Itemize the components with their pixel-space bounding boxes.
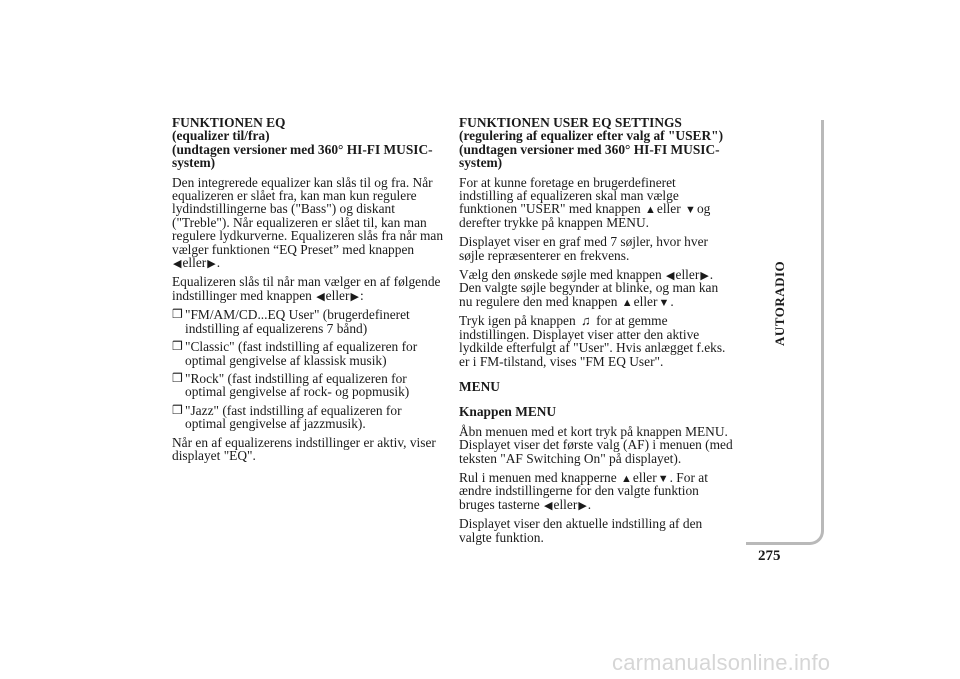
- left-column: [172, 116, 450, 468]
- checkbox-bullet-icon: ❒: [172, 370, 183, 385]
- list-item: ❒ "Rock" (fast indstilling af equalizeren for optimal gengivelse af rock- og popmusik): [172, 370, 410, 400]
- eq-heading: FUNKTIONEN EQ (equalizer til/fra) (undtagen versioner med 360° HI-FI MUSIC- system): [172, 115, 433, 171]
- user-eq-paragraph-1: For at kunne foretage en brugerdefineret indstilling af equalizeren skal man vælge funktionen "USER" med knappen ▲eller ▼og derefter trykke på knappen MENU.: [459, 174, 711, 230]
- music-note-icon: ♫: [581, 313, 591, 329]
- arrow-up-icon: ▲: [621, 296, 633, 309]
- user-eq-paragraph-3: Vælg den ønskede søjle med knappen ◀eller▶. Den valgte søjle begynder at blinke, og man kan nu regulere den med knappen ▲eller▼.: [459, 267, 719, 309]
- watermark: carmanualsonline.info: [612, 650, 831, 675]
- eq-preset-list: [172, 308, 450, 430]
- menu-paragraph-3: Displayet viser den aktuelle indstilling af den valgte funktion.: [459, 516, 703, 545]
- user-eq-heading: FUNKTIONEN USER EQ SETTINGS (regulering af equalizer efter valg af "USER") (undtagen versioner med 360° HI-FI MUSIC- system): [459, 115, 724, 171]
- checkbox-bullet-icon: ❒: [172, 339, 183, 354]
- arrow-left-icon: ◀: [316, 290, 325, 303]
- arrow-down-icon: ▼: [658, 296, 670, 309]
- arrow-down-icon: ▼: [657, 472, 669, 485]
- arrow-right-icon: ▶: [207, 258, 216, 271]
- eq-paragraph-1: Den integrerede equalizer kan slås til og fra. Når equalizeren er slået fra, kan man kun regulere lydindstillingerne bas ("Bass") og diskant ("Treble"). Når equalizeren er slået til, kan man regulere lydkurverne. Equalizeren slås fra når man vælger funktionen “EQ Preset” med knappen ◀eller▶.: [172, 174, 444, 271]
- arrow-left-icon: ◀: [666, 270, 675, 283]
- menu-paragraph-1: Åbn menuen med et kort tryk på knappen MENU. Displayet viser det første valg (AF) i menuen (med teksten "AF Switching On" på displayet).: [459, 423, 733, 466]
- user-eq-paragraph-4: Tryk igen på knappen ♫ for at gemme indstillingen. Displayet viser atter den aktive lydkilde efterfulgt af "User". Hvis anlægget f.eks. er i FM-tilstand, vises "FM EQ User".: [459, 313, 726, 369]
- arrow-right-icon: ▶: [350, 290, 359, 303]
- arrow-up-icon: ▲: [621, 472, 632, 485]
- eq-paragraph-2: Equalizeren slås til når man vælger en af følgende indstillinger med knappen ◀eller▶:: [172, 274, 441, 303]
- arrow-up-icon: ▲: [645, 204, 656, 217]
- eq-paragraph-3: Når en af equalizerens indstillinger er aktiv, viser displayet "EQ".: [172, 434, 436, 463]
- arrow-left-icon: ◀: [544, 499, 553, 512]
- checkbox-bullet-icon: ❒: [172, 402, 183, 417]
- arrow-right-icon: ▶: [578, 499, 587, 512]
- checkbox-bullet-icon: ❒: [172, 307, 183, 322]
- menu-paragraph-2: Rul i menuen med knapperne ▲eller▼. For at ændre indstillingerne for den valgte funktion bruges tasterne ◀eller▶.: [459, 469, 708, 512]
- right-column: [459, 116, 739, 550]
- arrow-left-icon: ◀: [173, 258, 182, 271]
- section-label: AUTORADIO: [772, 260, 787, 346]
- menu-section-title: MENU: [459, 378, 500, 394]
- list-item: ❒ "Classic" (fast indstilling af equalizeren for optimal gengivelse af klassisk musik): [172, 339, 418, 368]
- arrow-down-icon: ▼: [685, 204, 696, 217]
- page-number: 275: [758, 548, 781, 564]
- user-eq-paragraph-2: Displayet viser en graf med 7 søjler, hvor hver søjle repræsenterer en frekvens.: [459, 234, 708, 263]
- list-item: ❒ "FM/AM/CD...EQ User" (brugerdefineret indstilling af equalizerens 7 bånd): [172, 307, 410, 336]
- arrow-right-icon: ▶: [700, 270, 709, 283]
- list-item: ❒ "Jazz" (fast indstilling af equalizeren for optimal gengivelse af jazzmusik).: [172, 402, 402, 432]
- menu-button-subtitle: Knappen MENU: [459, 404, 557, 420]
